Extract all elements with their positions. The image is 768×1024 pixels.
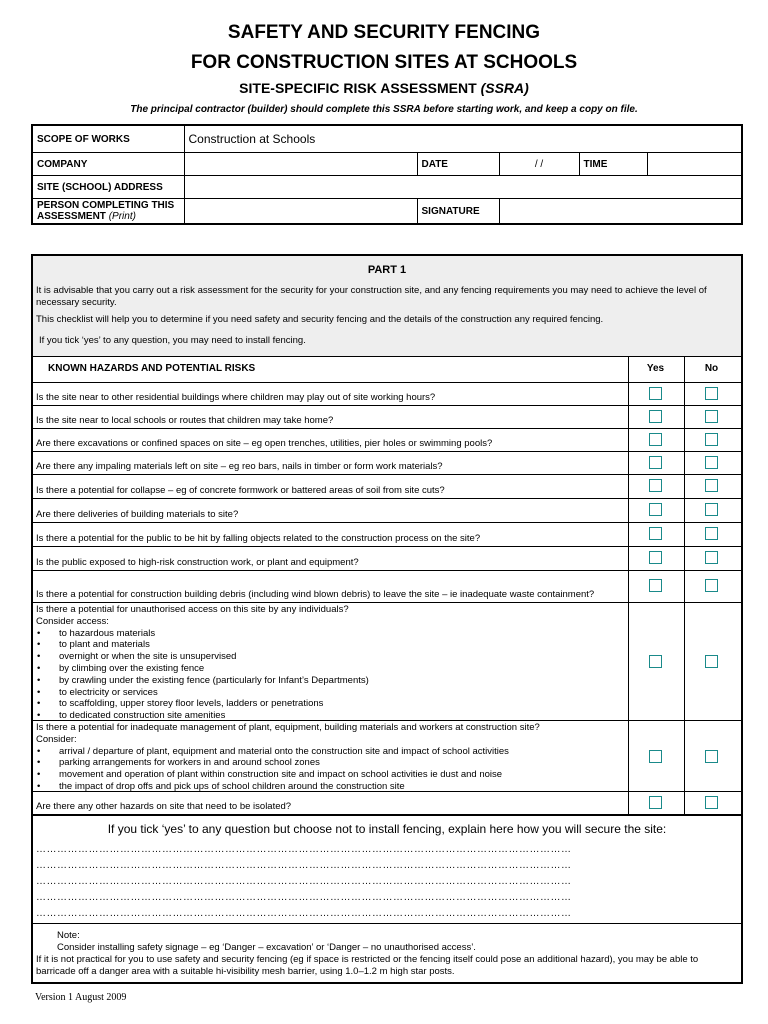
scope-field[interactable]: Construction at Schools: [184, 125, 742, 153]
question-text: Is the site near to other residential buildings where children may play out of site working hours?: [36, 392, 436, 403]
no-checkbox[interactable]: [705, 551, 718, 564]
explain-line[interactable]: ………………………………………………………………………………………………………………………………………: [36, 860, 572, 871]
version-footer: Version 1 August 2009: [35, 992, 127, 1003]
no-checkbox[interactable]: [705, 796, 718, 809]
address-field[interactable]: [184, 176, 742, 199]
no-checkbox[interactable]: [705, 456, 718, 469]
signature-label: SIGNATURE: [417, 199, 499, 225]
yes-checkbox[interactable]: [649, 387, 662, 400]
question-row: [33, 547, 741, 571]
no-checkbox[interactable]: [705, 527, 718, 540]
yes-checkbox[interactable]: [649, 479, 662, 492]
access-item: • to dedicated construction site amenities: [36, 710, 626, 722]
access-item: • to electricity or services: [36, 687, 626, 699]
yes-checkbox[interactable]: [649, 551, 662, 564]
yes-checkbox[interactable]: [649, 503, 662, 516]
person-label-print: Print: [112, 211, 133, 222]
access-question-lead: Is there a potential for unauthorised access on this site by any individuals?: [36, 604, 349, 615]
note-signage: Consider installing safety signage – eg ‘Danger – excavation’ or ‘Danger – no unauthorised access’.: [57, 942, 476, 953]
management-item: • movement and operation of plant within construction site and impact on school activities ie dust and noise: [36, 769, 626, 781]
question-text: Are there any other hazards on site that need to be isolated?: [36, 801, 292, 812]
management-item: • the impact of drop offs and pick ups of school children around the construction site: [36, 781, 626, 793]
management-question: [36, 722, 626, 793]
no-checkbox[interactable]: [705, 750, 718, 763]
management-consider: Consider:: [36, 733, 77, 745]
access-question-row: [33, 603, 741, 721]
title-line-2: FOR CONSTRUCTION SITES AT SCHOOLS: [190, 52, 578, 73]
explain-prompt: If you tick ‘yes’ to any question but choose not to install fencing, explain here how you will secure the site:: [107, 822, 667, 836]
access-consider: Consider access:: [36, 615, 109, 627]
explain-line[interactable]: ………………………………………………………………………………………………………………………………………: [36, 876, 572, 887]
yes-checkbox[interactable]: [649, 433, 662, 446]
management-question-row: [33, 721, 741, 792]
yes-column-header: Yes: [646, 363, 665, 374]
no-checkbox[interactable]: [705, 655, 718, 668]
question-row: [33, 571, 741, 603]
explain-line[interactable]: ………………………………………………………………………………………………………………………………………: [36, 892, 572, 903]
part1-section: [31, 254, 743, 984]
note-box: [33, 923, 741, 983]
question-text: Are there excavations or confined spaces on site – eg open trenches, utilities, pier holes or swimming pools?: [36, 438, 493, 449]
no-checkbox[interactable]: [705, 503, 718, 516]
management-item: • arrival / departure of plant, equipment and material onto the construction site and impact of school activities: [36, 746, 626, 758]
date-label: DATE: [417, 153, 499, 176]
yes-checkbox[interactable]: [649, 796, 662, 809]
no-checkbox[interactable]: [705, 387, 718, 400]
title-line-1: SAFETY AND SECURITY FENCING: [227, 22, 541, 43]
address-label: SITE (SCHOOL) ADDRESS: [32, 176, 184, 199]
access-item: • by crawling under the existing fence (particularly for Infant’s Departments): [36, 675, 626, 687]
question-text: Are there deliveries of building materials to site?: [36, 509, 239, 520]
yes-checkbox[interactable]: [649, 410, 662, 423]
note-label: Note:: [57, 930, 80, 941]
date-field[interactable]: / /: [499, 153, 579, 176]
part1-intro-panel: [33, 256, 741, 357]
management-question-lead: Is there a potential for inadequate management of plant, equipment, building materials and workers at construction site?: [36, 722, 540, 733]
hazards-header-row: [33, 356, 741, 383]
access-item: • overnight or when the site is unsupervised: [36, 651, 626, 663]
part1-title: PART 1: [367, 264, 407, 276]
question-text: Is there a potential for collapse – eg of concrete formwork or battered areas of soil from site cuts?: [36, 485, 445, 496]
question-text: Is the public exposed to high-risk construction work, or plant and equipment?: [36, 557, 359, 568]
yes-checkbox[interactable]: [649, 579, 662, 592]
no-checkbox[interactable]: [705, 579, 718, 592]
time-field[interactable]: [647, 153, 742, 176]
no-column-header: No: [704, 363, 719, 374]
question-row: [33, 475, 741, 499]
no-checkbox[interactable]: [705, 433, 718, 446]
subtitle-abbr: (SSRA): [480, 80, 529, 96]
question-row: [33, 792, 741, 816]
note-barricade: If it is not practical for you to use safety and security fencing (eg if space is restricted or the fencing itself could pose an additional hazard), you may be able to barricade off a danger area with a suitable hi-visibility mesh barrier, using 1.0–1.2 m high star posts.: [36, 954, 699, 977]
yes-checkbox[interactable]: [649, 527, 662, 540]
no-checkbox[interactable]: [705, 410, 718, 423]
question-row: [33, 499, 741, 523]
access-item: • by climbing over the existing fence: [36, 663, 626, 675]
yes-checkbox[interactable]: [649, 655, 662, 668]
question-row: [33, 523, 741, 547]
person-label-line1: PERSON COMPLETING THIS: [37, 200, 175, 211]
management-item: • parking arrangements for workers in and around school zones: [36, 757, 626, 769]
instruction-text: The principal contractor (builder) should complete this SSRA before starting work, and keep a copy on file.: [130, 104, 638, 115]
question-row: [33, 452, 741, 475]
no-checkbox[interactable]: [705, 479, 718, 492]
part1-intro-1: It is advisable that you carry out a risk assessment for the security for your construction site, and any fencing requirements you may need to achieve the level of necessary security.: [36, 285, 707, 308]
access-question: [36, 604, 626, 722]
question-text: Is the site near to local schools or routes that children may take home?: [36, 415, 334, 426]
access-item: • to hazardous materials: [36, 628, 626, 640]
subtitle-main: SITE-SPECIFIC RISK ASSESSMENT: [239, 80, 477, 96]
question-text: Are there any impaling materials left on site – eg reo bars, nails in timber or form work materials?: [36, 461, 443, 472]
person-label-line2: ASSESSMENT: [37, 211, 106, 222]
question-text: Is there a potential for construction building debris (including wind blown debris) to leave the site – ie inadequate waste containment?: [36, 589, 595, 600]
access-item: • to plant and materials: [36, 639, 626, 651]
part1-intro-2: This checklist will help you to determine if you need safety and security fencing and the details of the construction any required fencing.: [36, 314, 604, 325]
part1-intro-3: If you tick ‘yes’ to any question, you may need to install fencing.: [39, 335, 306, 346]
question-row: [33, 383, 741, 406]
person-label: PERSON COMPLETING THIS ASSESSMENT (Print): [32, 199, 184, 225]
explain-line[interactable]: ………………………………………………………………………………………………………………………………………: [36, 908, 572, 919]
person-field[interactable]: [184, 199, 417, 225]
access-item: • to scaffolding, upper storey floor levels, ladders or penetrations: [36, 698, 626, 710]
question-row: [33, 429, 741, 452]
scope-label: SCOPE OF WORKS: [32, 125, 184, 153]
details-table: [31, 124, 743, 225]
question-row: [33, 406, 741, 429]
company-label: COMPANY: [32, 153, 184, 176]
question-text: Is there a potential for the public to be hit by falling objects related to the construction process on the site?: [36, 533, 481, 544]
yes-checkbox[interactable]: [649, 750, 662, 763]
company-field[interactable]: [184, 153, 417, 176]
subtitle: [0, 80, 768, 96]
yes-checkbox[interactable]: [649, 456, 662, 469]
time-label: TIME: [579, 153, 647, 176]
hazards-header: KNOWN HAZARDS AND POTENTIAL RISKS: [48, 363, 256, 374]
signature-field[interactable]: [499, 199, 742, 225]
explain-line[interactable]: ………………………………………………………………………………………………………………………………………: [36, 844, 572, 855]
